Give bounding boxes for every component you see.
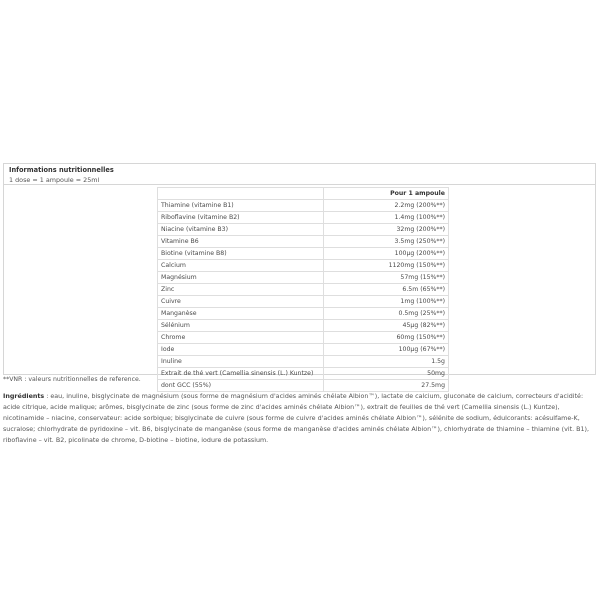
nutrient-name: Calcium (158, 260, 324, 272)
dose-info: 1 dose = 1 ampoule = 25ml (9, 175, 100, 184)
nutrient-value: 1.5g (324, 356, 449, 368)
table-row (158, 344, 449, 356)
nutrient-value: 100µg (200%**) (324, 248, 449, 260)
nutrition-title: Informations nutritionnelles (9, 166, 114, 174)
table-row (158, 380, 449, 392)
nutrient-value: 60mg (150%**) (324, 332, 449, 344)
ingredients-paragraph (3, 391, 593, 446)
table-row (158, 356, 449, 368)
nutrient-value: 3.5mg (250%**) (324, 236, 449, 248)
table-row (158, 332, 449, 344)
nutrient-name: Biotine (vitamine B8) (158, 248, 324, 260)
table-row (158, 200, 449, 212)
table-row (158, 296, 449, 308)
nutrient-name: Cuivre (158, 296, 324, 308)
nutrient-value: 50mg (324, 368, 449, 380)
table-row (158, 368, 449, 380)
nutrient-name: Riboflavine (vitamine B2) (158, 212, 324, 224)
nutrient-value: 45µg (82%**) (324, 320, 449, 332)
nutrient-value: 100µg (67%**) (324, 344, 449, 356)
nutrient-name: Inuline (158, 356, 324, 368)
nutrition-table (157, 187, 449, 392)
nutrient-name: Chrome (158, 332, 324, 344)
nutrient-value: 32mg (200%**) (324, 224, 449, 236)
column-header: Pour 1 ampoule (324, 188, 449, 200)
table-row (158, 248, 449, 260)
table-row (158, 260, 449, 272)
nutrient-name: Manganèse (158, 308, 324, 320)
nutrient-value: 57mg (15%**) (324, 272, 449, 284)
nutrient-name: Thiamine (vitamine B1) (158, 200, 324, 212)
table-row (158, 308, 449, 320)
table-row (158, 284, 449, 296)
ingredients-text: : eau, inuline, bisglycinate de magnésium (sous forme de magnésium d'acides aminés chélate Albion™), lactate de calcium, gluconate de calcium, correcteurs d'acidité: acide citrique, acide malique; arômes, bisglycinate de zinc (sous forme de zinc d'acides aminés chélate Albion™), extrait de feuilles de thé vert (Camellia sinensis (L.) Kuntze), nicotinamide – niacine, conservateur: acide sorbique; bisglycinate de cuivre (sous forme de cuivre d'acides aminés chélate Albion™), sélénite de sodium, édulcorants: acésulfame-K, sucralose; chlorhydrate de pyridoxine – vit. B6, bisglycinate de manganèse (sous forme de manganèse d'acides aminés chélate Albion™), chlorhydrate de thiamine – thiamine (vit. B1), riboflavine – vit. B2, picolinate de chrome, D-biotine – biotine, iodure de potassium. (3, 393, 589, 444)
nutrient-value: 27.5mg (324, 380, 449, 392)
nutrient-name: dont GCC (55%) (158, 380, 324, 392)
table-row (158, 320, 449, 332)
nutrient-value: 0.5mg (25%**) (324, 308, 449, 320)
nutrient-value: 1mg (100%**) (324, 296, 449, 308)
table-header-blank (158, 188, 324, 200)
table-row (158, 272, 449, 284)
nutrient-name: Magnésium (158, 272, 324, 284)
nutrient-value: 1.4mg (100%**) (324, 212, 449, 224)
table-row (158, 224, 449, 236)
nutrient-value: 2.2mg (200%**) (324, 200, 449, 212)
nutrition-header (4, 164, 595, 185)
nutrient-name: Extrait de thé vert (Camellia sinensis (L.) Kuntze) (158, 368, 324, 380)
nutrient-name: Iode (158, 344, 324, 356)
vnr-footnote: **VNR : valeurs nutritionnelles de reference. (3, 376, 141, 383)
nutrient-name: Zinc (158, 284, 324, 296)
nutrient-name: Sélénium (158, 320, 324, 332)
nutrient-name: Niacine (vitamine B3) (158, 224, 324, 236)
ingredients-label: Ingrédients (3, 393, 45, 400)
nutrient-name: Vitamine B6 (158, 236, 324, 248)
nutrient-value: 6.5m (65%**) (324, 284, 449, 296)
table-row (158, 236, 449, 248)
table-row (158, 212, 449, 224)
table-header-row (158, 188, 449, 200)
nutrient-value: 1120mg (150%**) (324, 260, 449, 272)
